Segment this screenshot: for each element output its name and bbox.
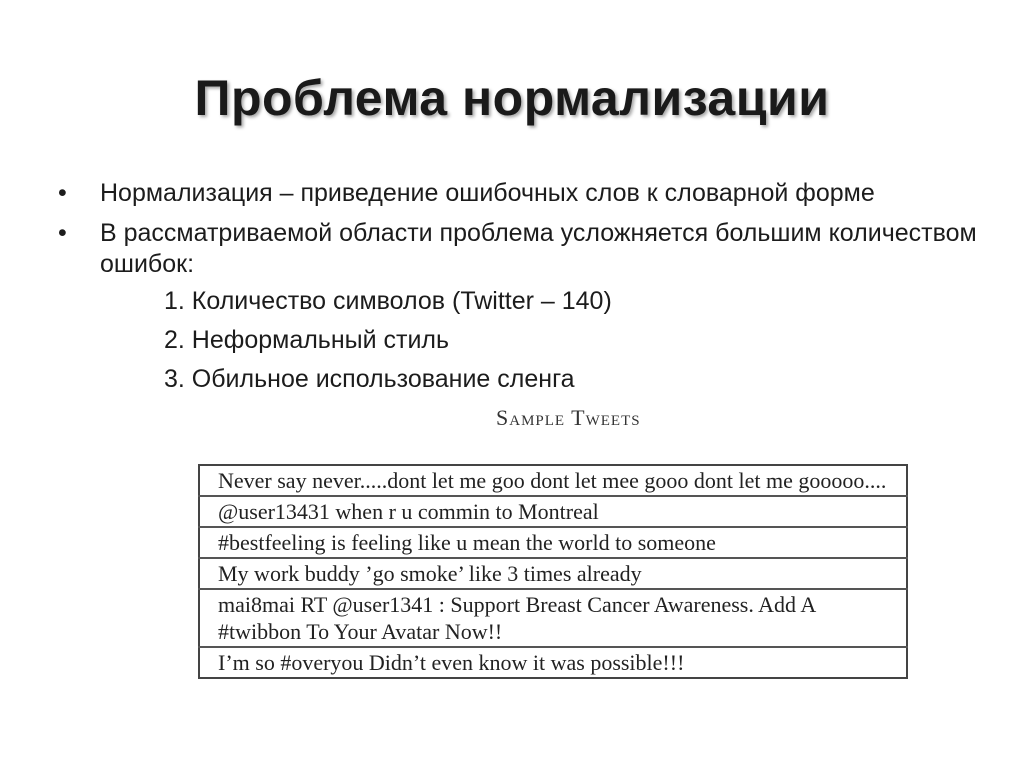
tweet-cell: mai8mai RT @user1341 : Support Breast Cancer Awareness. Add A #twibbon To Your Avatar Now!! xyxy=(218,592,815,644)
sample-tweets-table xyxy=(198,464,908,679)
table-caption: Sample Tweets xyxy=(496,405,641,430)
numbered-item-informal-style: 2. Неформальный стиль xyxy=(164,326,450,354)
tweet-cell: I’m so #overyou Didn’t even know it was possible!!! xyxy=(218,650,685,675)
numbered-item-slang: 3. Обильное использование сленга xyxy=(164,365,575,393)
numbered-list xyxy=(164,286,612,403)
table-row xyxy=(199,558,907,589)
table-row xyxy=(199,589,907,647)
table-row xyxy=(199,496,907,527)
bullet-dot-icon: • xyxy=(58,179,67,207)
table-row xyxy=(199,527,907,558)
tweet-cell: #bestfeeling is feeling like u mean the world to someone xyxy=(218,530,716,555)
bullet-item-complexity xyxy=(58,218,1008,280)
bullet-text: В рассматриваемой области проблема усложняется большим количеством ошибок: xyxy=(100,219,977,278)
tweet-cell: Never say never.....dont let me goo dont let mee gooo dont let me gooooo.... xyxy=(218,468,887,493)
tweet-cell: My work buddy ’go smoke’ like 3 times already xyxy=(218,561,642,586)
bullet-dot-icon: • xyxy=(58,219,67,247)
table-row xyxy=(199,465,907,496)
bullet-list xyxy=(58,178,1008,289)
slide-title: Проблема нормализации xyxy=(194,70,830,126)
bullet-item-normalization xyxy=(58,178,1008,209)
tweet-cell: @user13431 when r u commin to Montreal xyxy=(218,499,599,524)
numbered-item-symbols: 1. Количество символов (Twitter – 140) xyxy=(164,287,612,315)
bullet-text: Нормализация – приведение ошибочных слов к словарной форме xyxy=(100,179,875,207)
table-row xyxy=(199,647,907,678)
